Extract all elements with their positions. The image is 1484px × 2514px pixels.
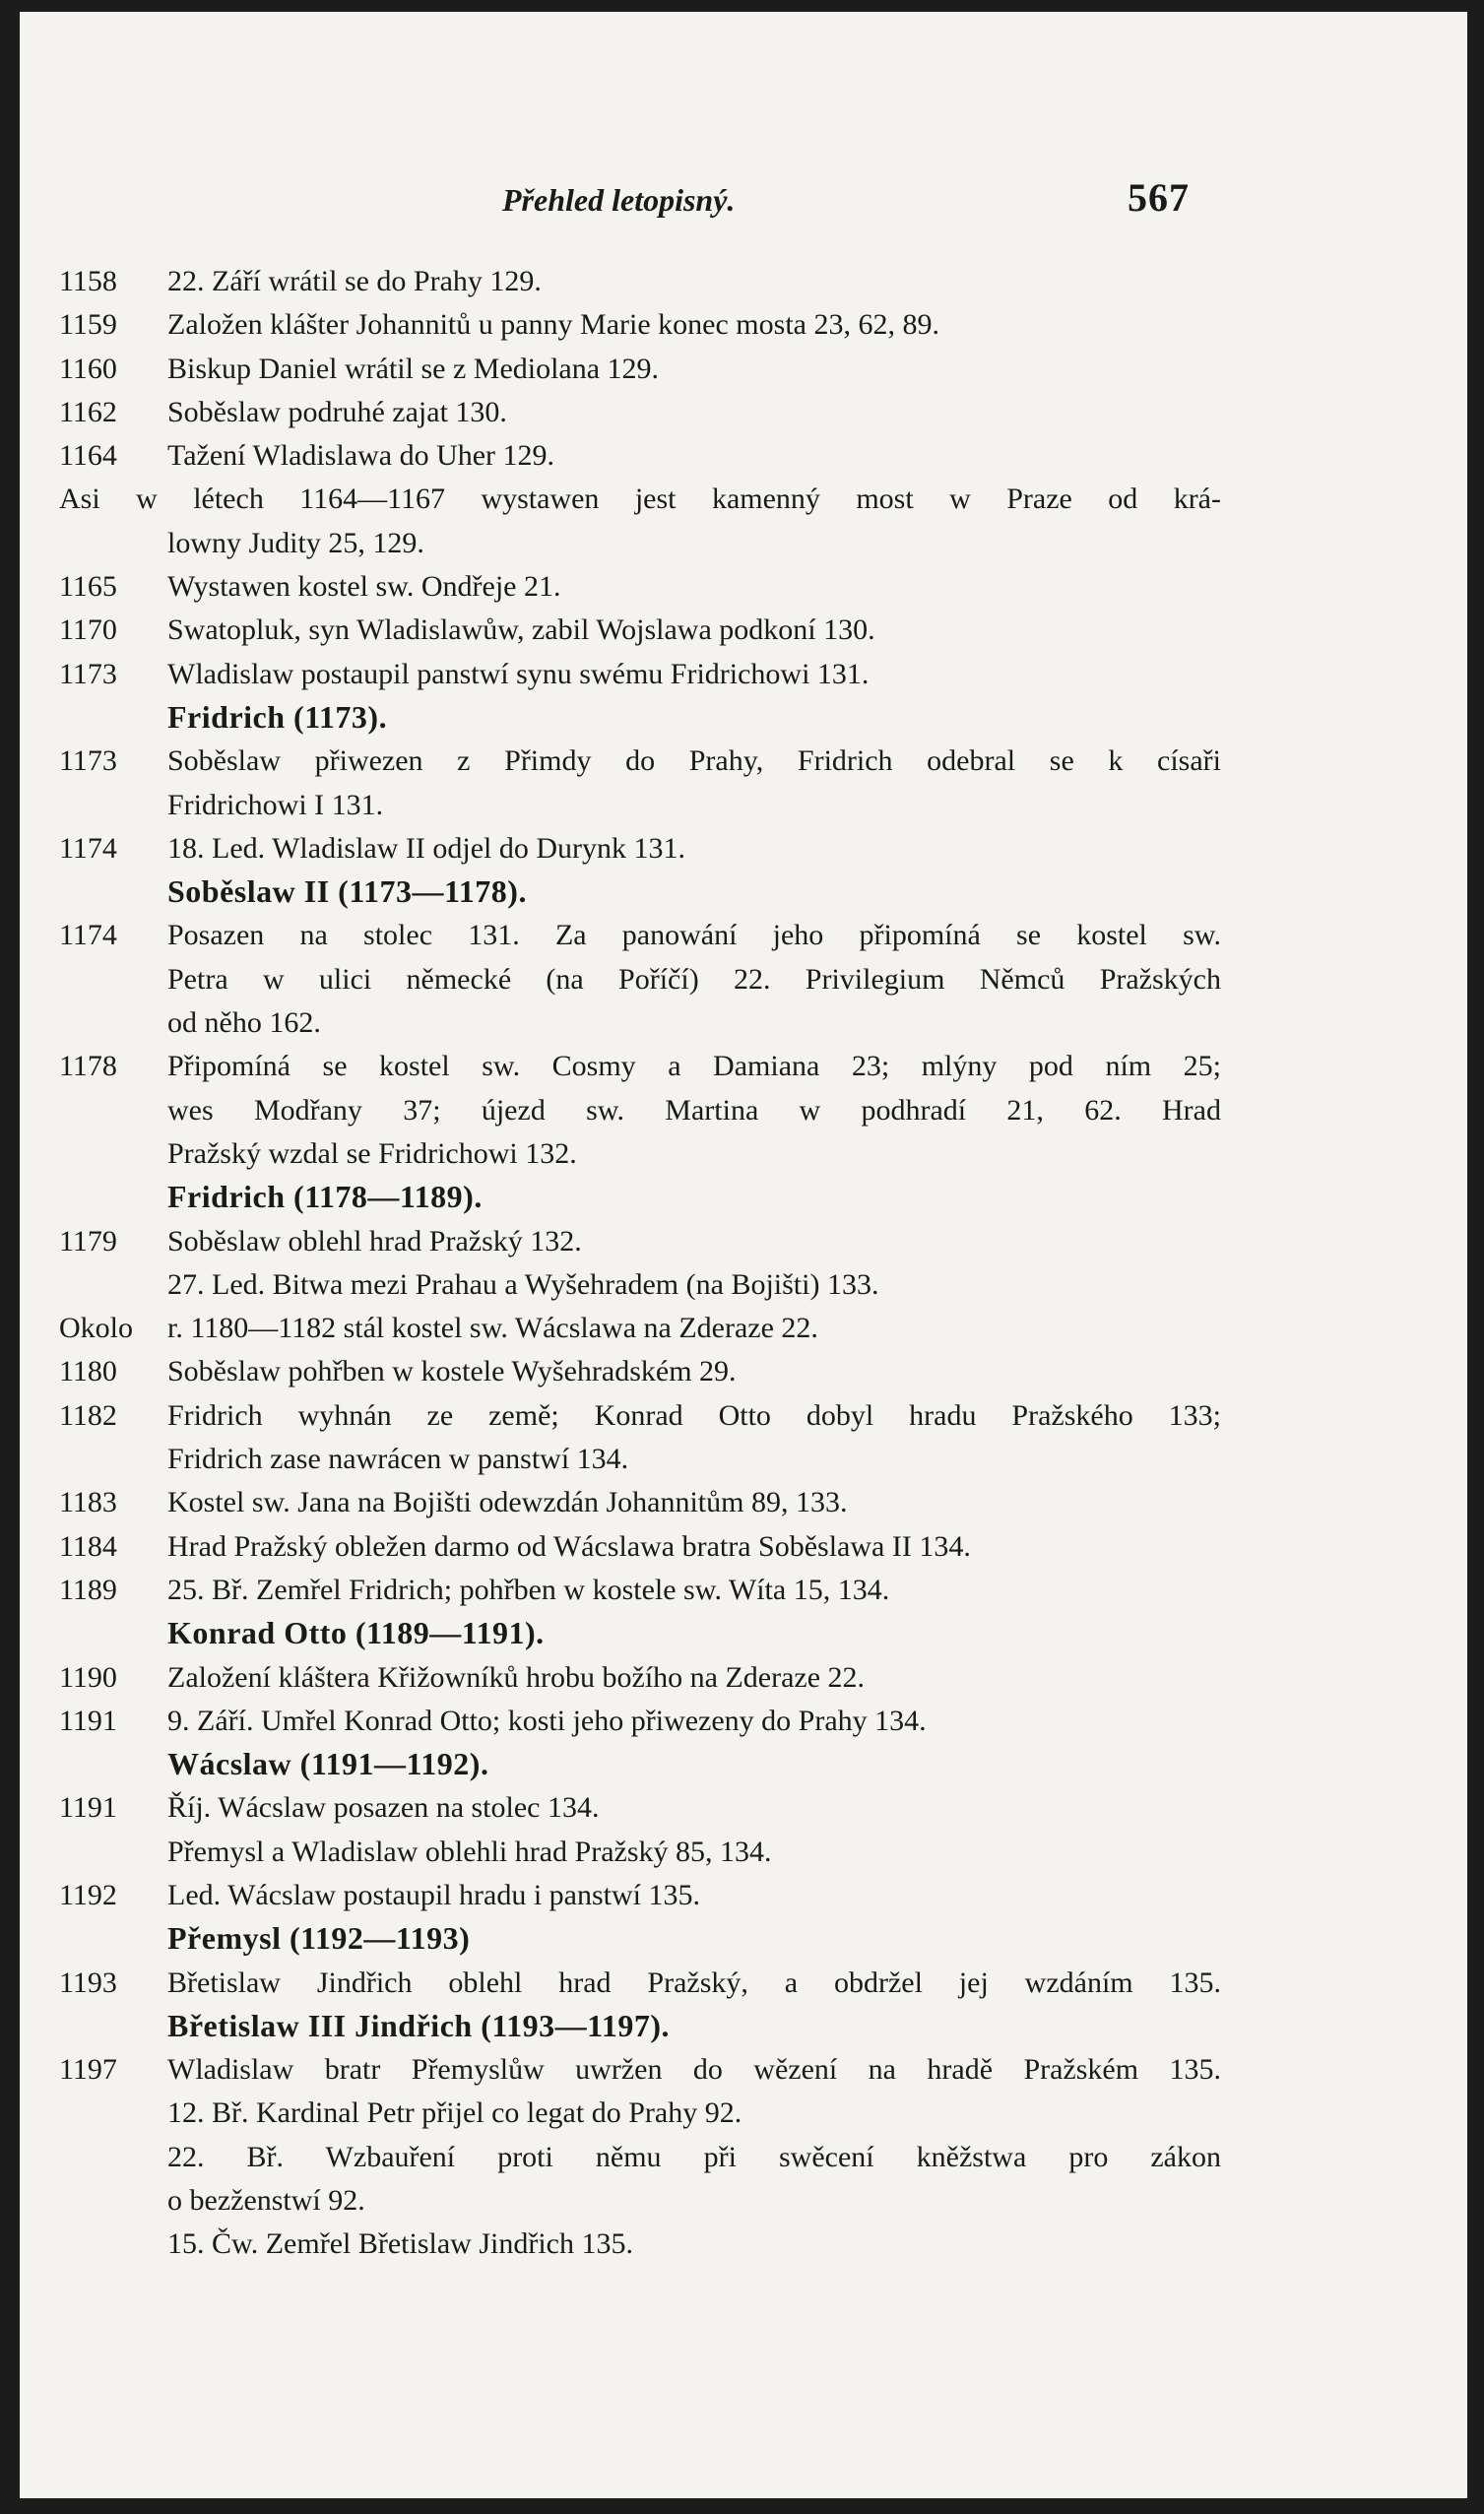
- entry-text: Tažení Wladislawa do Uher 129.: [167, 439, 555, 473]
- entry-text: wes Modřany 37; újezd sw. Martina w podhradí 21, 62. Hrad: [167, 1093, 1221, 1127]
- entry-text: Založen klášter Johannitů u panny Marie konec mosta 23, 62, 89.: [167, 308, 939, 342]
- entry-continuation: [20, 961, 1467, 1004]
- entry-1174b: [20, 917, 1467, 960]
- entry-1164: [20, 437, 1467, 481]
- entry-1178: [20, 1048, 1467, 1091]
- entry-text: 22. Bř. Wzbauření proti němu při swěcení kněžstwa pro zákon: [167, 2140, 1221, 2173]
- entry-1190: [20, 1659, 1467, 1703]
- entry-continuation: [20, 1135, 1467, 1179]
- entry-1182: [20, 1397, 1467, 1441]
- entry-text: od něho 162.: [167, 1006, 321, 1040]
- entry-text: Pražský wzdal se Fridrichowi 132.: [167, 1136, 577, 1170]
- entry-1193: [20, 1965, 1467, 2008]
- entry-1170: [20, 612, 1467, 655]
- entry-text: Petra w ulici německé (na Poříčí) 22. Privilegium Němců Pražských: [167, 962, 1221, 996]
- year: 1178: [59, 1050, 117, 1083]
- entry-text: Fridrich wyhnán ze země; Konrad Otto dobyl hradu Pražského 133;: [167, 1398, 1221, 1432]
- entry-dated: [20, 1266, 1467, 1310]
- entry-1165: [20, 568, 1467, 612]
- entry-text: Posazen na stolec 131. Za panowání jeho připomíná se kostel sw.: [167, 919, 1221, 952]
- entry-continuation: [20, 1834, 1467, 1877]
- ruler-heading: [20, 1615, 1467, 1658]
- year: 1174: [59, 831, 117, 865]
- entry-text: Soběslaw oblehl hrad Pražský 132.: [167, 1224, 582, 1257]
- entry-1197: [20, 2051, 1467, 2095]
- entry-text: Hrad Pražský obležen darmo od Wácslawa bratra Soběslawa II 134.: [167, 1529, 971, 1563]
- entry-1184: [20, 1528, 1467, 1572]
- entry-1174: [20, 830, 1467, 873]
- entry-dated: [20, 2095, 1467, 2138]
- ruler-heading-text: Břetislaw III Jindřich (1193—1197).: [167, 2007, 670, 2043]
- ruler-heading-text: Soběslaw II (1173—1178).: [167, 873, 527, 910]
- page-header: [20, 174, 1467, 224]
- chronicle-body: [20, 263, 1467, 2270]
- year: 1182: [59, 1398, 117, 1432]
- year: 1174: [59, 919, 117, 952]
- entry-text: 9. Září. Umřel Konrad Otto; kosti jeho přiwezeny do Prahy 134.: [167, 1704, 927, 1737]
- entry-dated: [20, 2225, 1467, 2269]
- entry-1173: [20, 656, 1467, 699]
- entry-1191: [20, 1703, 1467, 1746]
- year: 1197: [59, 2053, 117, 2087]
- entry-text: Přemysl a Wladislaw oblehli hrad Pražský 85, 134.: [167, 1835, 772, 1868]
- entry-1159: [20, 306, 1467, 350]
- running-title: Přehled letopisný.: [502, 182, 736, 218]
- year: 1189: [59, 1573, 117, 1606]
- entry-1183: [20, 1484, 1467, 1527]
- ruler-heading: [20, 1920, 1467, 1964]
- entry-continuation: [20, 1092, 1467, 1135]
- entry-text: Kostel sw. Jana na Bojišti odewzdán Johannitům 89, 133.: [167, 1486, 848, 1519]
- year: 1164: [59, 439, 117, 473]
- entry-dated: [20, 2139, 1467, 2182]
- year: 1184: [59, 1529, 117, 1563]
- entry-text: Fridrichowi I 131.: [167, 788, 384, 821]
- year: 1193: [59, 1966, 117, 1999]
- entry-text: r. 1180—1182 stál kostel sw. Wácslawa na Zderaze 22.: [167, 1312, 818, 1345]
- entry-text: Soběslaw přiwezen z Přimdy do Prahy, Fridrich odebral se k císaři: [167, 744, 1221, 778]
- entry-1189: [20, 1572, 1467, 1615]
- entry-text: 22. Září wrátil se do Prahy 129.: [167, 265, 542, 297]
- entry-text: Led. Wácslaw postaupil hradu i panstwí 135.: [167, 1878, 700, 1911]
- entry-1158: [20, 263, 1467, 306]
- entry-1162: [20, 394, 1467, 437]
- entry-text: Soběslaw podruhé zajat 130.: [167, 395, 507, 428]
- page-number: 567: [1128, 175, 1190, 220]
- entry-text: Říj. Wácslaw posazen na stolec 134.: [167, 1791, 600, 1825]
- entry-continuation: [20, 525, 1467, 568]
- year: 1158: [59, 265, 117, 297]
- entry-text: 18. Led. Wladislaw II odjel do Durynk 131.: [167, 831, 686, 865]
- ruler-heading-text: Fridrich (1173).: [167, 698, 388, 735]
- book-page: [20, 12, 1467, 2498]
- year: Okolo: [59, 1312, 133, 1345]
- entry-text: Fridrich zase nawrácen w panstwí 134.: [167, 1443, 629, 1476]
- ruler-heading: [20, 873, 1467, 917]
- ruler-heading: [20, 2008, 1467, 2051]
- ruler-heading-text: Wácslaw (1191—1192).: [167, 1746, 489, 1782]
- entry-text: Soběslaw pohřben w kostele Wyšehradském 29.: [167, 1355, 737, 1388]
- entry-text: Asi w létech 1164—1167 wystawen jest kamenný most w Praze od krá-: [59, 483, 1221, 516]
- entry-text: Břetislaw Jindřich oblehl hrad Pražský, a obdržel jej wzdáním 135.: [167, 1966, 1221, 1999]
- ruler-heading-text: Přemysl (1192—1193): [167, 1920, 471, 1957]
- year: 1173: [59, 744, 117, 778]
- entry-text: 15. Čw. Zemřel Břetislaw Jindřich 135.: [167, 2227, 633, 2261]
- entry-text: Wystawen kostel sw. Ondřeje 21.: [167, 570, 561, 604]
- year: 1179: [59, 1224, 117, 1257]
- year: 1180: [59, 1355, 117, 1388]
- year: 1190: [59, 1660, 117, 1694]
- entry-text: Biskup Daniel wrátil se z Mediolana 129.: [167, 352, 660, 385]
- year: 1191: [59, 1791, 117, 1825]
- entry-continuation: [20, 1441, 1467, 1484]
- entry-text: 12. Bř. Kardinal Petr přijel co legat do Prahy 92.: [167, 2096, 742, 2130]
- entry-1160: [20, 351, 1467, 394]
- entry-text: Wladislaw postaupil panstwí synu swému Fridrichowi 131.: [167, 657, 870, 690]
- entry-continuation: [20, 1004, 1467, 1048]
- entry-text: 27. Led. Bitwa mezi Prahau a Wyšehradem (na Bojišti) 133.: [167, 1267, 879, 1301]
- year: 1160: [59, 352, 117, 385]
- entry-text: Připomíná se kostel sw. Cosmy a Damiana 23; mlýny pod ním 25;: [167, 1050, 1221, 1083]
- entry-1180: [20, 1353, 1467, 1396]
- entry-text: Swatopluk, syn Wladislawůw, zabil Wojslawa podkoní 130.: [167, 613, 875, 647]
- ruler-heading-text: Fridrich (1178—1189).: [167, 1179, 483, 1215]
- entry-text: Wladislaw bratr Přemyslůw uwržen do wězení na hradě Pražském 135.: [167, 2053, 1221, 2087]
- year: 1192: [59, 1878, 117, 1911]
- ruler-heading: [20, 1746, 1467, 1789]
- year: 1173: [59, 657, 117, 690]
- entry-text: 25. Bř. Zemřel Fridrich; pohřben w kostele sw. Wíta 15, 134.: [167, 1573, 890, 1606]
- entry-asi: [20, 481, 1467, 524]
- entry-continuation: [20, 787, 1467, 830]
- entry-1173b: [20, 742, 1467, 786]
- entry-text: Založení kláštera Křižowníků hrobu božího na Zderaze 22.: [167, 1660, 866, 1694]
- entry-1191b: [20, 1789, 1467, 1833]
- year: 1183: [59, 1486, 117, 1519]
- year: 1162: [59, 395, 117, 428]
- year: 1165: [59, 570, 117, 604]
- entry-1179: [20, 1223, 1467, 1266]
- year: 1159: [59, 308, 117, 342]
- ruler-heading: [20, 699, 1467, 742]
- entry-1192: [20, 1877, 1467, 1920]
- year: 1191: [59, 1704, 117, 1737]
- entry-text: lowny Judity 25, 129.: [167, 526, 424, 559]
- entry-okolo: [20, 1310, 1467, 1353]
- ruler-heading: [20, 1179, 1467, 1222]
- ruler-heading-text: Konrad Otto (1189—1191).: [167, 1615, 545, 1651]
- entry-continuation: [20, 2182, 1467, 2225]
- entry-text: o bezženstwí 92.: [167, 2184, 365, 2218]
- year: 1170: [59, 613, 117, 647]
